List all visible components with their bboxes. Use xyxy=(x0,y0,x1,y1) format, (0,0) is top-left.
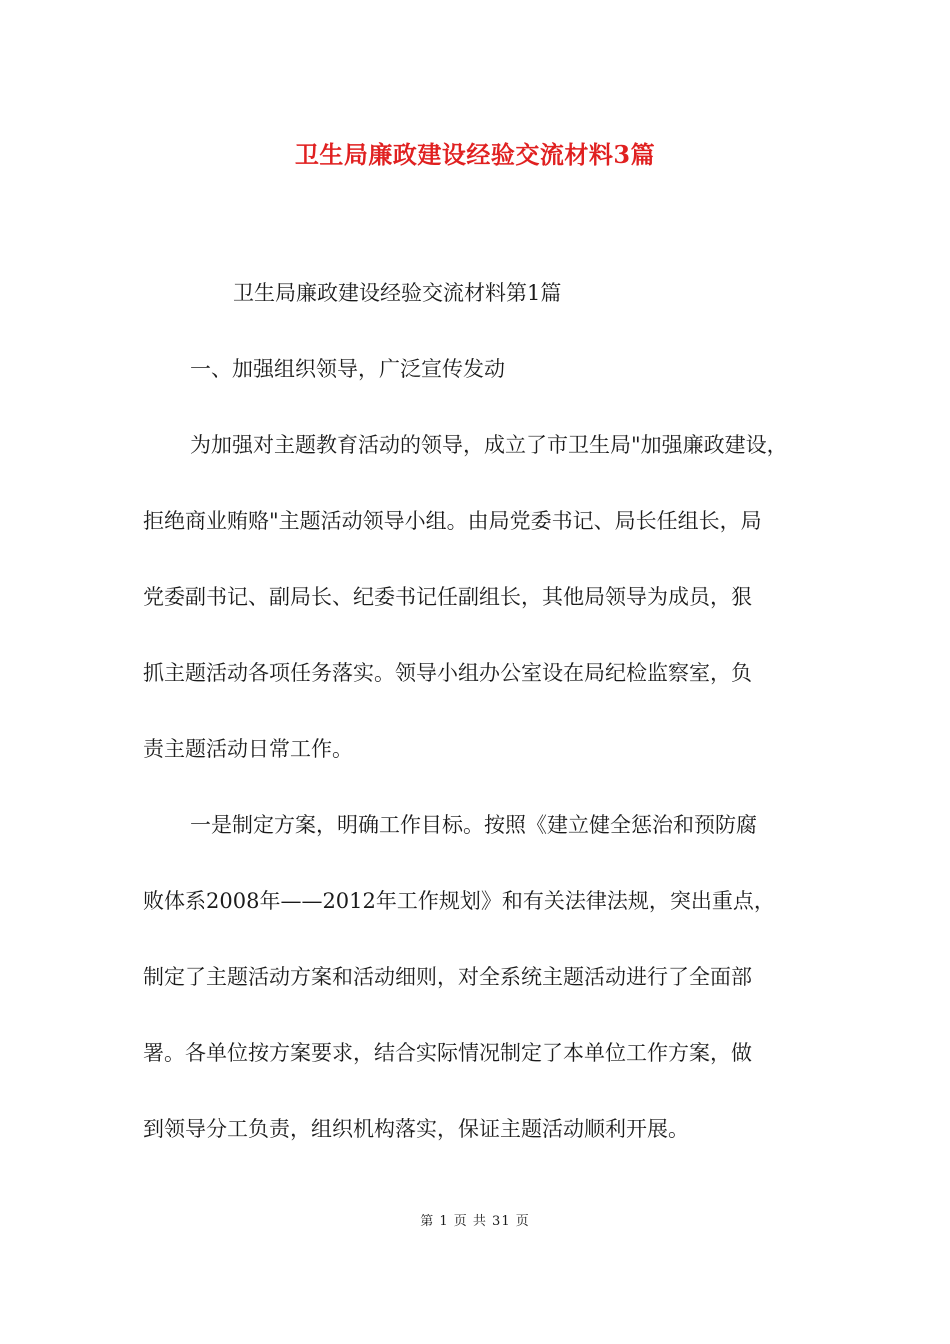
paragraph-1-line: 抓主题活动各项任务落实。领导小组办公室设在局纪检监察室，负 xyxy=(143,661,752,685)
paragraph-2-line: 到领导分工负责，组织机构落实，保证主题活动顺利开展。 xyxy=(143,1117,689,1141)
paragraph-1-line: 拒绝商业贿赂"主题活动领导小组。由局党委书记、局长任组长，局 xyxy=(143,509,762,533)
document-body xyxy=(143,255,807,1167)
paragraph-2-line: 署。各单位按方案要求，结合实际情况制定了本单位工作方案，做 xyxy=(143,1041,752,1065)
page-number-footer: 第 1 页 共 31 页 xyxy=(420,1214,530,1229)
paragraph-1-line: 为加强对主题教育活动的领导，成立了市卫生局"加强廉政建设， xyxy=(190,433,788,457)
paragraph-1-line: 党委副书记、副局长、纪委书记任副组长，其他局领导为成员，狠 xyxy=(143,585,752,609)
section-heading: 一、加强组织领导，广泛宣传发动 xyxy=(190,357,505,381)
paragraph-2-line: 败体系2008年——2012年工作规划》和有关法律法规，突出重点， xyxy=(143,889,775,913)
paragraph-2-line: 制定了主题活动方案和活动细则，对全系统主题活动进行了全面部 xyxy=(143,965,752,989)
paragraph-1-line: 责主题活动日常工作。 xyxy=(143,737,353,761)
paragraph-2-line: 一是制定方案，明确工作目标。按照《建立健全惩治和预防腐 xyxy=(190,813,757,837)
document-title: 卫生局廉政建设经验交流材料3篇 xyxy=(294,140,656,169)
article-subtitle: 卫生局廉政建设经验交流材料第1篇 xyxy=(233,281,562,305)
